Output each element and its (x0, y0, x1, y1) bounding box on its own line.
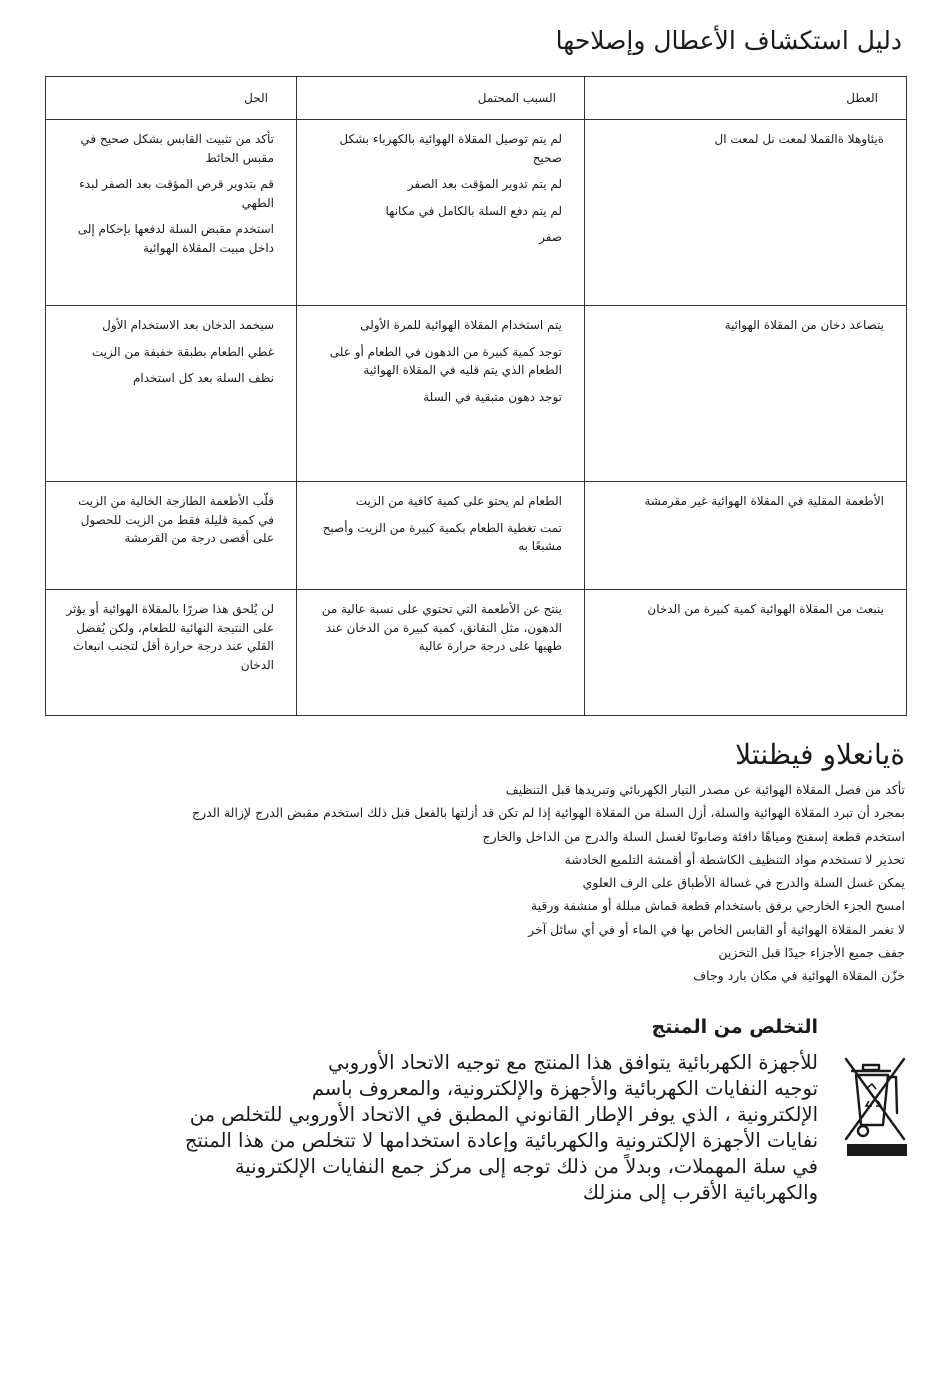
disposal-section-title: التخلص من المنتج (651, 1016, 818, 1038)
solution-text: لن يُلحق هذا ضررًا بالمقلاة الهوائية أو يؤثر على النتيجة النهائية للطعام، ولكن يُفضل القلي عند درجة حرارة أقل لتجنب انبعاث الدخان (66, 602, 274, 672)
header-solution: الحل (46, 77, 297, 120)
cause-text: صفر (539, 230, 562, 245)
cause-cell (297, 590, 585, 716)
solution-text: استخدم مقبض السلة لدفعها بإحكام إلى داخل مبيت المقلاة الهوائية (77, 222, 274, 255)
problem-cell (585, 120, 907, 306)
table-row (46, 306, 907, 482)
solution-cell (46, 590, 297, 716)
cause-cell (297, 306, 585, 482)
solution-cell (46, 120, 297, 306)
paragraph-line: الإلكترونية ، الذي يوفر الإطار القانوني المطبق في الاتحاد الأوروبي للتخلص من (189, 1103, 818, 1126)
solution-cell (46, 482, 297, 590)
disposal-paragraph (138, 1050, 818, 1206)
problem-text: ينبعث من المقلاة الهوائية كمية كبيرة من الدخان (647, 602, 884, 616)
cause-text: الطعام لم يحتو على كمية كافية من الزيت (355, 494, 562, 508)
problem-cell (585, 482, 907, 590)
cause-text: لم يتم تدوير المؤقت بعد الصفر (407, 177, 562, 192)
table-row (46, 120, 907, 306)
paragraph-line: والكهربائية الأقرب إلى منزلك (582, 1181, 818, 1204)
solution-text: غطي الطعام بطبقة خفيفة من الزيت (91, 344, 274, 359)
list-item: بمجرد أن تبرد المقلاة الهوائية والسلة، أزل السلة من المقلاة الهوائية إذا لم تكن قد أزلتها بالفعل قبل ذلك استخدم مقبض الدرج لإزالة الدرج (192, 805, 905, 821)
solution-text: تأكد من تثبيت القابس بشكل صحيح في مقبس الحائط (80, 132, 274, 165)
paragraph-line: للأجهزة الكهربائية يتوافق هذا المنتج مع توجيه الاتحاد الأوروبي (328, 1051, 818, 1074)
cause-text: لم يتم دفع السلة بالكامل في مكانها (385, 203, 562, 218)
list-item: امسح الجزء الخارجي برفق باستخدام قطعة قماش مبللة أو منشفة ورقية (530, 898, 905, 914)
page-title: دليل استكشاف الأعطال وإصلاحها (555, 26, 902, 55)
cause-text: توجد كمية كبيرة من الدهون في الطعام أو على الطعام الذي يتم قليه في المقلاة الهوائية (329, 344, 562, 378)
list-item: يمكن غسل السلة والدرج في غسالة الأطباق على الرف العلوي (582, 875, 905, 891)
cause-cell (297, 120, 585, 306)
problem-text: ةيئاوهلا ةالقملا لمعت نل لمعت ال (714, 132, 884, 146)
problem-cell (585, 590, 907, 716)
solution-text: سيخمد الدخان بعد الاستخدام الأول (102, 318, 274, 332)
paragraph-line: نفايات الأجهزة الإلكترونية والكهربائية وإعادة استخدامها لا تتخلص من هذا المنتج (184, 1129, 818, 1152)
list-item: استخدم قطعة إسفنج ومياهًا دافئة وصابونًا لغسل السلة والدرج من الداخل والخارج (482, 828, 905, 844)
cause-cell (297, 482, 585, 590)
header-problem: العطل (585, 77, 907, 120)
table-row (46, 590, 907, 716)
list-item: جفف جميع الأجزاء جيدًا قبل التخزين (718, 945, 905, 961)
list-item: تحذير لا تستخدم مواد التنظيف الكاشطة أو أقمشة التلميع الخادشة (564, 851, 905, 867)
cause-text: ينتج عن الأطعمة التي تحتوي على نسبة عالية من الدهون، مثل النقانق، كمية كبيرة من الدخان عند طهيها على درجة حرارة عالية (321, 602, 562, 654)
paragraph-line: في سلة المهملات، وبدلاً من ذلك توجه إلى مركز جمع النفايات الإلكترونية (234, 1155, 818, 1178)
cause-text: لم يتم توصيل المقلاة الهوائية بالكهرباء بشكل صحيح (339, 132, 562, 165)
problem-text: يتصاعد دخان من المقلاة الهوائية (724, 318, 884, 332)
table-row (46, 482, 907, 590)
problem-text: الأطعمة المقلية في المقلاة الهوائية غير مقرمشة (644, 494, 884, 508)
paragraph-line: توجيه النفايات الكهربائية والأجهزة والإلكترونية، والمعروف باسم (311, 1077, 818, 1100)
solution-text: قلّب الأطعمة الطازجة الخالية من الزيت في كمية قليلة فقط من الزيت للحصول على أقصى درجة من القرمشة (78, 494, 274, 546)
troubleshooting-table (45, 76, 907, 716)
cleaning-instructions-list (45, 778, 905, 988)
solution-cell (46, 306, 297, 482)
solution-text: نظف السلة بعد كل استخدام (132, 371, 274, 386)
cause-text: توجد دهون متبقية في السلة (423, 389, 562, 404)
cleaning-section-title: ةيانعلاو فيظنتلا (735, 738, 905, 771)
cause-text: يتم استخدام المقلاة الهوائية للمرة الأولى (360, 318, 562, 332)
cause-text: تمت تغطية الطعام بكمية كبيرة من الزيت وأصبح مشبعًا به (322, 520, 562, 554)
solution-text: قم بتدوير قرص المؤقت بعد الصفر لبدء الطهي (79, 177, 274, 210)
list-item: خزّن المقلاة الهوائية في مكان بارد وجاف (693, 968, 905, 984)
list-item: تأكد من فصل المقلاة الهوائية عن مصدر التيار الكهربائي وتبريدها قبل التنظيف (505, 782, 905, 797)
header-cause: السبب المحتمل (297, 77, 585, 120)
crossed-out-wheelie-bin-icon (842, 1055, 908, 1159)
problem-cell (585, 306, 907, 482)
table-header-row (46, 77, 907, 120)
list-item: لا تغمر المقلاة الهوائية أو القابس الخاص بها في الماء أو في أي سائل آخر (528, 921, 905, 937)
